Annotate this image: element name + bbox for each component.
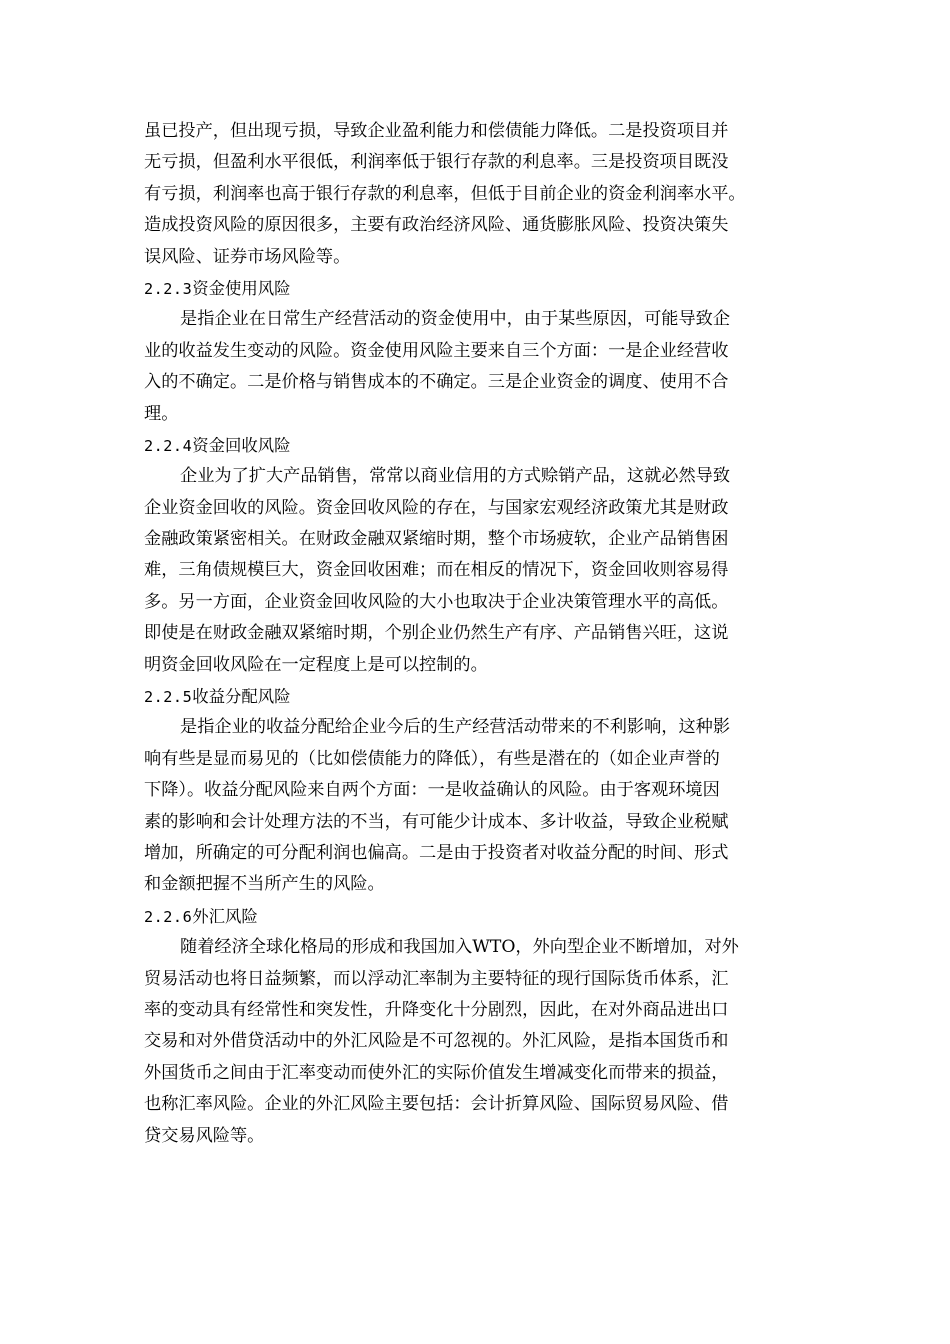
- document-page: [144, 116, 820, 1152]
- text-line: 金融政策紧密相关。在财政金融双紧缩时期，整个市场疲软，企业产品销售困: [144, 529, 729, 550]
- text-line: 误风险、证券市场风险等。: [144, 246, 351, 267]
- paragraph-investment-risk-continued: [144, 116, 820, 273]
- section-heading: [144, 273, 820, 304]
- text-line: 贷交易风险等。: [144, 1125, 265, 1146]
- section-heading: [144, 430, 820, 461]
- text-line: 是指企业的收益分配给企业今后的生产经营活动带来的不利影响，这种影: [180, 717, 731, 738]
- section-heading: [144, 901, 820, 932]
- text-line: 企业为了扩大产品销售，常常以商业信用的方式赊销产品，这就必然导致: [180, 466, 731, 487]
- text-line: 明资金回收风险在一定程度上是可以控制的。: [144, 654, 488, 675]
- text-line: 素的影响和会计处理方法的不当，有可能少计成本、多计收益，导致企业税赋: [144, 811, 729, 832]
- text-line: 多。另一方面，企业资金回收风险的大小也取决于企业决策管理水平的高低。: [144, 591, 729, 612]
- text-line: 虽已投产，但出现亏损，导致企业盈利能力和偿债能力降低。二是投资项目并: [144, 121, 729, 141]
- text-line: 率的变动具有经常性和突发性，升降变化十分剧烈，因此，在对外商品进出口: [144, 999, 729, 1020]
- text-line: 难，三角债规模巨大，资金回收困难；而在相反的情况下，资金回收则容易得: [144, 560, 729, 581]
- text-line: 理。: [144, 403, 179, 424]
- section-number: 2.2.6: [144, 907, 193, 926]
- section-title: 资金回收风险: [192, 435, 291, 455]
- section-heading: [144, 681, 820, 712]
- text-line: 业的收益发生变动的风险。资金使用风险主要来自三个方面：一是企业经营收: [144, 340, 729, 361]
- section-2-2-4: [144, 430, 820, 681]
- text-line: 增加，所确定的可分配利润也偏高。二是由于投资者对收益分配的时间、形式: [144, 842, 729, 863]
- text-line: 也称汇率风险。企业的外汇风险主要包括：会计折算风险、国际贸易风险、借: [144, 1094, 729, 1115]
- text-line: 响有些是显而易见的（比如偿债能力的降低），有些是潜在的（如企业声誉的: [144, 748, 720, 769]
- section-2-2-5: [144, 681, 820, 901]
- text-line: 企业资金回收的风险。资金回收风险的存在，与国家宏观经济政策尤其是财政: [144, 497, 729, 518]
- section-number: 2.2.4: [144, 436, 193, 455]
- section-number: 2.2.3: [144, 279, 193, 298]
- section-title: 资金使用风险: [192, 278, 291, 298]
- text-line: 贸易活动也将日益频繁，而以浮动汇率制为主要特征的现行国际货币体系，汇: [144, 968, 729, 989]
- text-line: 和金额把握不当所产生的风险。: [144, 874, 385, 895]
- section-2-2-3: [144, 273, 820, 430]
- text-line: 即使是在财政金融双紧缩时期，个别企业仍然生产有序、产品销售兴旺，这说: [144, 623, 729, 644]
- text-line: 随着经济全球化格局的形成和我国加入WTO，外向型企业不断增加，对外: [180, 937, 739, 958]
- text-line: 有亏损，利润率也高于银行存款的利息率，但低于目前企业的资金利润率水平。: [144, 183, 746, 204]
- section-title: 外汇风险: [192, 906, 258, 926]
- text-line: 下降）。收益分配风险来自两个方面：一是收益确认的风险。由于客观环境因: [144, 780, 720, 801]
- text-line: 外国货币之间由于汇率变动而使外汇的实际价值发生增减变化而带来的损益，: [144, 1062, 729, 1083]
- section-number: 2.2.5: [144, 688, 193, 707]
- section-title: 收益分配风险: [192, 687, 291, 707]
- text-line: 是指企业在日常生产经营活动的资金使用中，由于某些原因，可能导致企: [180, 309, 731, 330]
- text-line: 交易和对外借贷活动中的外汇风险是不可忽视的。外汇风险，是指本国货币和: [144, 1031, 729, 1052]
- text-line: 无亏损，但盈利水平很低，利润率低于银行存款的利息率。三是投资项目既没: [144, 152, 729, 173]
- text-line: 造成投资风险的原因很多，主要有政治经济风险、通货膨胀风险、投资决策失: [144, 215, 729, 236]
- section-2-2-6: [144, 901, 820, 1152]
- text-line: 入的不确定。二是价格与销售成本的不确定。三是企业资金的调度、使用不合: [144, 372, 729, 393]
